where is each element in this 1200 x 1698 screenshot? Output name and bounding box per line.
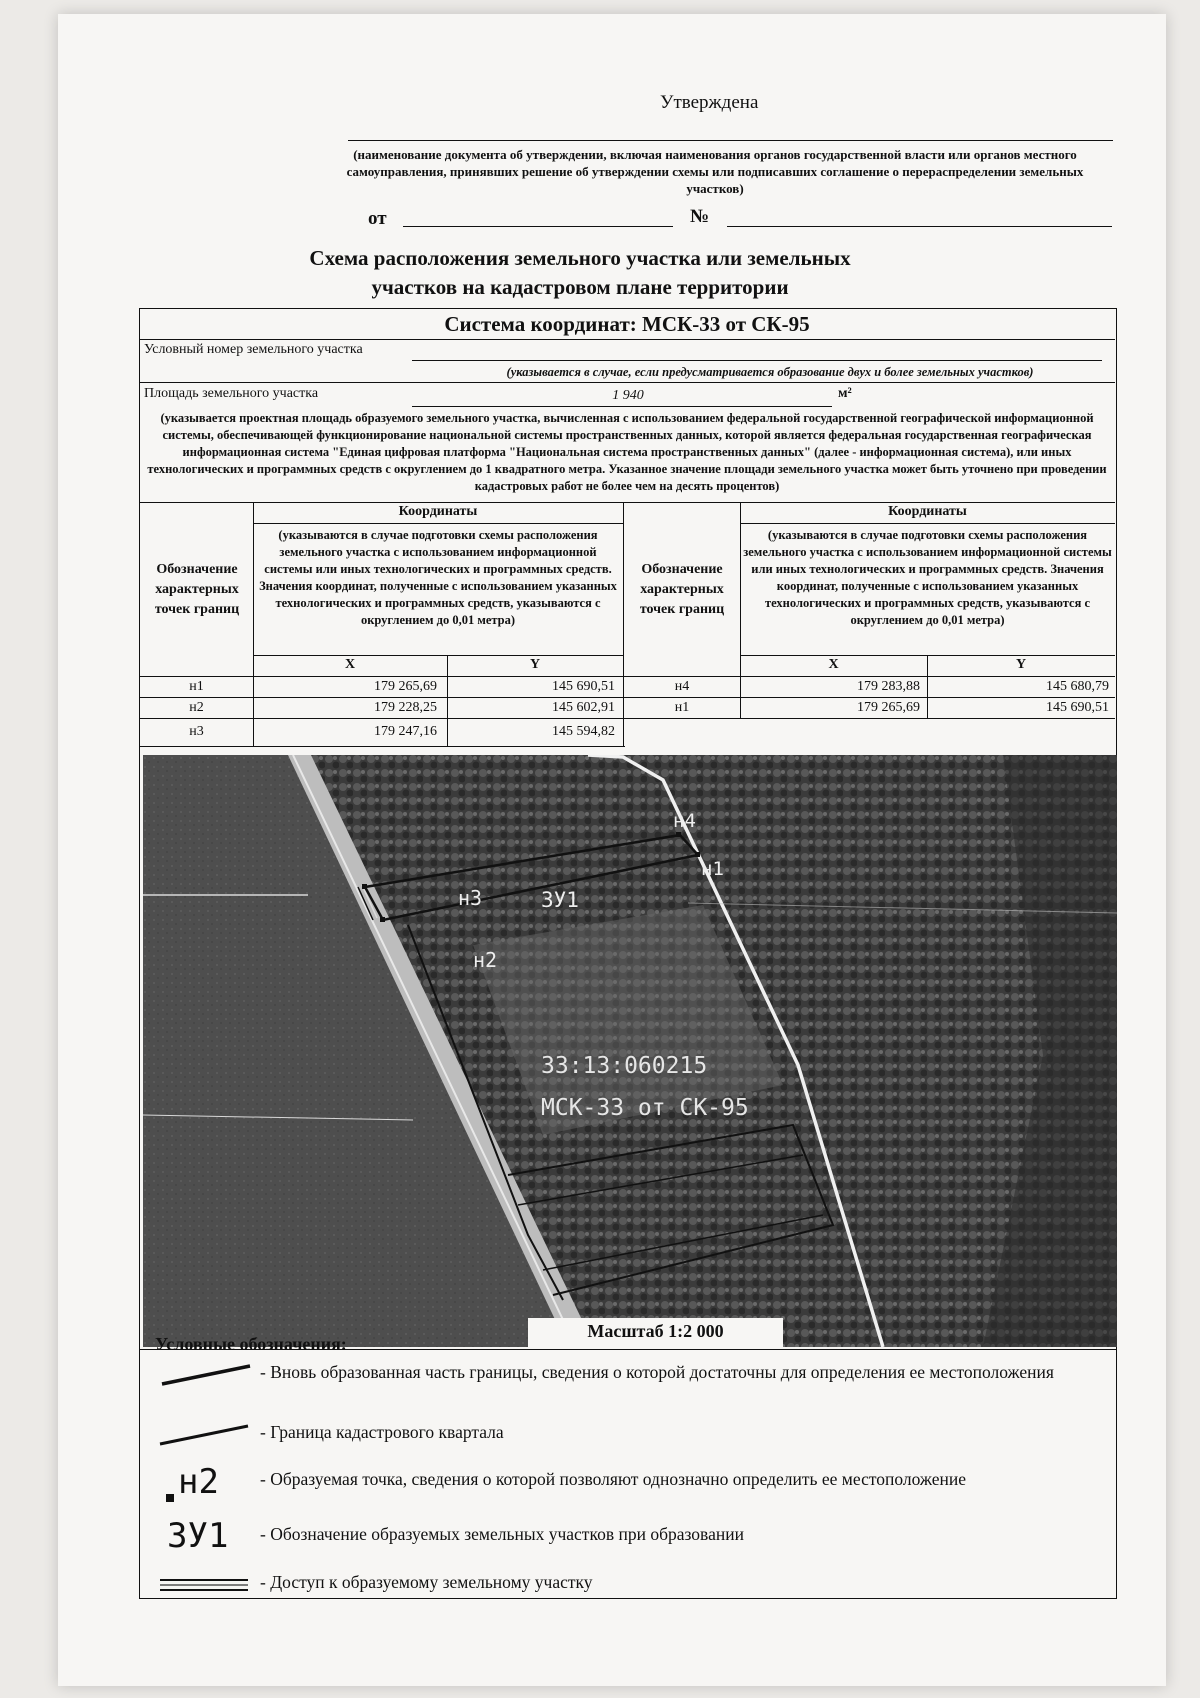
number-label: № bbox=[690, 206, 710, 227]
table-row-x: 179 228,25 bbox=[374, 700, 437, 715]
point-n1-marker bbox=[695, 852, 700, 857]
table-row-point: н3 bbox=[189, 724, 204, 739]
map-label-n3: н3 bbox=[458, 886, 483, 910]
area-label: Площадь земельного участка bbox=[144, 386, 319, 401]
approved-label: Утверждена bbox=[660, 92, 759, 113]
coords-note-right: (указываются в случае подготовки схемы расположения земельного участка с использованием информационной системы или иных технологических и программных средств. Значения координат, полученные с использованием указанных технологических и программных средств, указываются с округлением до 0,01 метра) bbox=[743, 528, 1112, 627]
grid-line bbox=[253, 523, 623, 524]
conditional-number-label: Условный номер земельного участка bbox=[144, 342, 363, 357]
x-header-left: X bbox=[344, 657, 356, 672]
grid-line bbox=[740, 655, 1115, 656]
legend-new-boundary: - Вновь образованная часть границы, сведения о которой достаточны для определения ее местоположения bbox=[260, 1362, 1054, 1382]
table-row-point: н4 bbox=[674, 679, 690, 694]
grid-line bbox=[140, 676, 1115, 677]
y-header-left: Y bbox=[529, 657, 541, 672]
table-row-y: 145 602,91 bbox=[552, 700, 615, 715]
map-label-n1: н1 bbox=[701, 858, 724, 880]
point-n2-marker bbox=[380, 917, 385, 922]
map-scale: Масштаб 1:2 000 bbox=[587, 1321, 724, 1341]
page-title bbox=[250, 244, 910, 302]
y-header-right: Y bbox=[1015, 657, 1027, 672]
area-note: (указывается проектная площадь образуемого земельного участка, вычисленная с использованием федеральной государственной географической информационной системы, обеспечивающей функционирование национальной системы пространственных данных, которой является федеральная государственная географическая информационная система "Единая цифровая платформа "Национальная система пространственных данных" (далее - информационная система), или иных технологических и программных средств с округлением до 1 квадратного метра. Указанное значение площади земельного участка может быть уточнено при проведении кадастровых работ не более чем на десять процентов) bbox=[147, 411, 1107, 493]
legend-frame bbox=[139, 1348, 1117, 1599]
coordinate-system-title: Система координат: МСК-33 от СК-95 bbox=[444, 312, 810, 336]
map-label-zu1: ЗУ1 bbox=[541, 888, 579, 912]
satellite-map bbox=[143, 755, 1117, 1347]
divider bbox=[140, 502, 1115, 503]
table-row-x: 179 265,69 bbox=[374, 679, 437, 694]
area-value: 1 940 bbox=[612, 388, 644, 403]
grid-line bbox=[140, 718, 1115, 719]
conditional-number-line bbox=[412, 360, 1102, 361]
grid-line bbox=[253, 655, 623, 656]
legend-point: - Образуемая точка, сведения о которой позволяют однозначно определить ее местоположение bbox=[260, 1469, 967, 1489]
table-row-point: н2 bbox=[189, 700, 204, 715]
title-line-2: участков на кадастровом плане территории bbox=[371, 275, 789, 299]
title-line-1: Схема расположения земельного участка или земельных bbox=[309, 246, 851, 270]
grid-line bbox=[740, 523, 1115, 524]
table-row-y: 145 690,51 bbox=[552, 679, 615, 694]
grid-line bbox=[140, 697, 1115, 698]
point-n4-marker bbox=[676, 832, 681, 837]
table-row-point: н1 bbox=[189, 679, 204, 694]
area-line bbox=[412, 406, 832, 407]
divider bbox=[140, 339, 1115, 340]
table-row-x: 179 283,88 bbox=[857, 679, 920, 694]
map-label-n2: н2 bbox=[473, 948, 498, 972]
approval-line bbox=[348, 140, 1113, 141]
date-line bbox=[403, 226, 673, 227]
map-label-cadastral: 33:13:060215 bbox=[541, 1053, 708, 1079]
designation-header-left: Обозначение характерных точек границ bbox=[154, 562, 240, 617]
from-label: от bbox=[368, 208, 387, 229]
legend-title: Условные обозначения: bbox=[155, 1334, 347, 1354]
coords-note-left: (указываются в случае подготовки схемы расположения земельного участка с использованием информационной системы или иных технологических и программных средств. Значения координат, полученные с использованием указанных технологических и программных средств, указываются с округлением до 0,01 метра) bbox=[259, 528, 617, 627]
conditional-number-note: (указывается в случае, если предусматривается образование двух и более земельных участков) bbox=[506, 365, 1034, 379]
legend-point-symbol: н2 bbox=[178, 1462, 219, 1502]
table-row-x: 179 265,69 bbox=[857, 700, 920, 715]
approval-note: (наименование документа об утверждении, включая наименования органов государственной власти или органов местного самоуправления, принявших решение об утверждении схемы или подписавших соглашение о перераспределении земельных участков) bbox=[346, 147, 1084, 196]
point-n3-marker bbox=[362, 884, 367, 889]
legend-cadastral-boundary: - Граница кадастрового квартала bbox=[260, 1422, 504, 1442]
grid-line bbox=[140, 746, 625, 747]
table-row-point: н1 bbox=[674, 700, 690, 715]
table-row-y: 145 690,51 bbox=[1046, 700, 1109, 715]
map-drawing bbox=[143, 755, 1117, 1347]
x-header-right: X bbox=[828, 657, 839, 672]
legend-access: - Доступ к образуемому земельному участку bbox=[260, 1572, 593, 1592]
designation-header-right: Обозначение характерных точек границ bbox=[639, 562, 725, 617]
divider bbox=[140, 382, 1115, 383]
table-row-y: 145 680,79 bbox=[1046, 679, 1109, 694]
table-row-y: 145 594,82 bbox=[552, 724, 615, 739]
map-label-crs: МСК-33 от СК-95 bbox=[541, 1095, 749, 1121]
number-line bbox=[727, 226, 1112, 227]
legend-zu: - Обозначение образуемых земельных участков при образовании bbox=[260, 1524, 744, 1544]
table-row-x: 179 247,16 bbox=[374, 724, 437, 739]
map-label-n4: н4 bbox=[673, 810, 696, 832]
legend-zu-symbol: ЗУ1 bbox=[167, 1516, 229, 1556]
coords-header-right: Координаты bbox=[888, 504, 967, 519]
coords-header-left: Координаты bbox=[398, 504, 478, 519]
area-unit: м² bbox=[838, 386, 852, 401]
